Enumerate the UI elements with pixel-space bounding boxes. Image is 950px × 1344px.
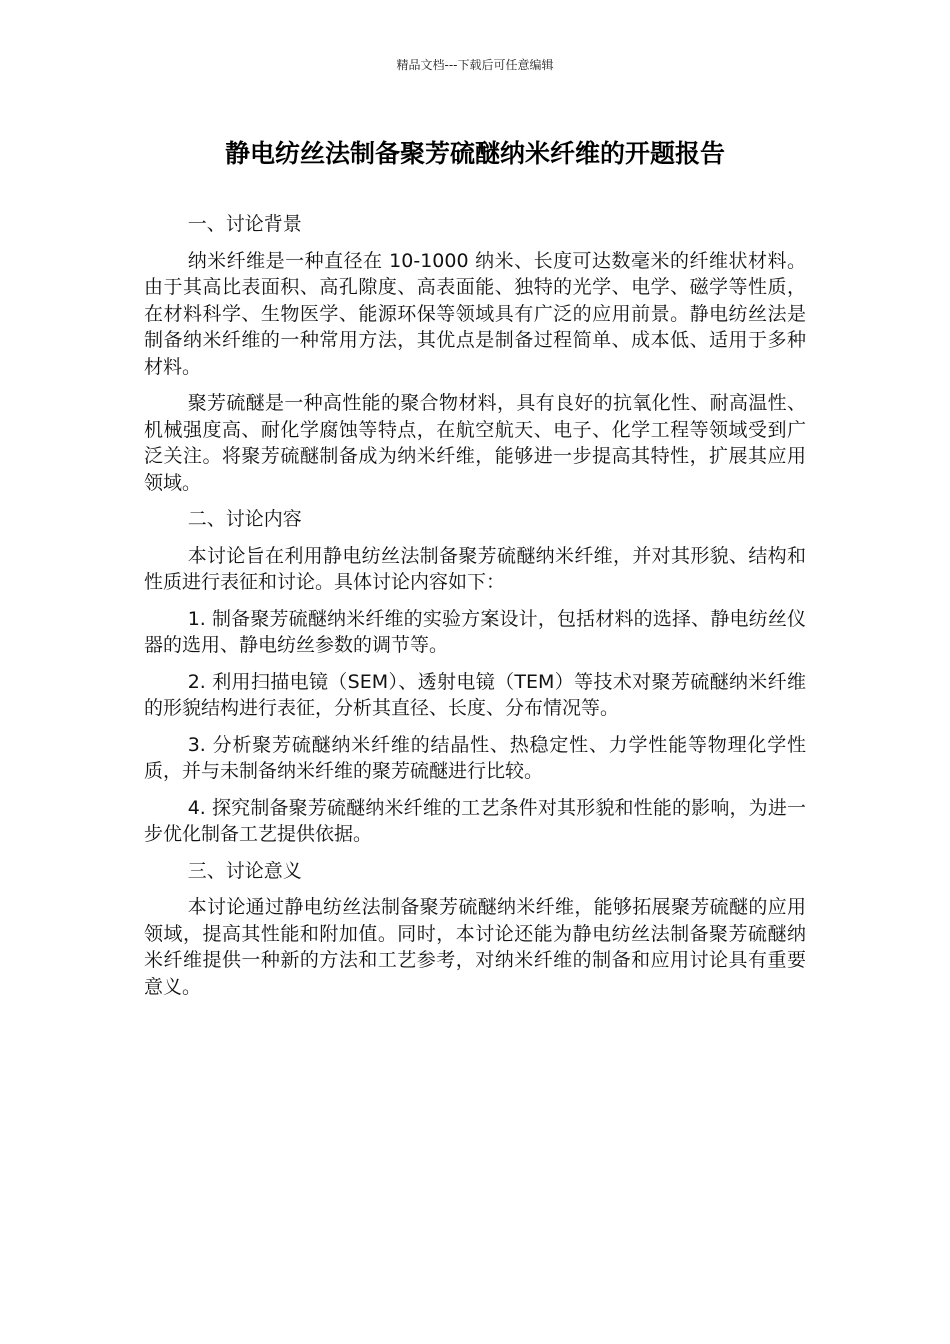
paragraph-polyarylene-sulfide: 聚芳硫醚是一种高性能的聚合物材料，具有良好的抗氧化性、耐高温性、机械强度高、耐化学腐蚀等特点，在航空航天、电子、化学工程等领域受到广泛关注。将聚芳硫醚制备成为纳米纤维，能够进一步提高其特性，扩展其应用领域。 — [144, 392, 806, 494]
document-title: 静电纺丝法制备聚芳硫醚纳米纤维的开题报告 — [224, 139, 725, 168]
paragraph-nanofiber-intro: 纳米纤维是一种直径在 10-1000 纳米、长度可达数毫米的纤维状材料。由于其高比表面积、高孔隙度、高表面能、独特的光学、电学、磁学等性质，在材料科学、生物医学、能源环保等领域具有广泛的应用前景。静电纺丝法是制备纳米纤维的一种常用方法，其优点是制备过程简单、成本低、适用于多种材料。 — [144, 249, 806, 378]
list-item-1: 1. 制备聚芳硫醚纳米纤维的实验方案设计，包括材料的选择、静电纺丝仪器的选用、静电纺丝参数的调节等。 — [144, 607, 806, 656]
section-heading-background: 一、讨论背景 — [187, 213, 302, 235]
document-body — [144, 211, 806, 1010]
section-heading-content: 二、讨论内容 — [187, 508, 302, 530]
section-heading-significance: 三、讨论意义 — [187, 859, 302, 882]
paragraph-significance: 本讨论通过静电纺丝法制备聚芳硫醚纳米纤维，能够拓展聚芳硫醚的应用领域，提高其性能和附加值。同时，本讨论还能为静电纺丝法制备聚芳硫醚纳米纤维提供一种新的方法和工艺参考，对纳米纤维的制备和应用讨论具有重要意义。 — [144, 896, 806, 998]
list-item-3: 3. 分析聚芳硫醚纳米纤维的结晶性、热稳定性、力学性能等物理化学性质，并与未制备纳米纤维的聚芳硫醚进行比较。 — [144, 733, 806, 782]
list-item-2: 2. 利用扫描电镜（SEM）、透射电镜（TEM）等技术对聚芳硫醚纳米纤维的形貌结构进行表征，分析其直径、长度、分布情况等。 — [144, 670, 806, 719]
header-note: 精品文档---下载后可任意编辑 — [396, 58, 554, 72]
list-item-4: 4. 探究制备聚芳硫醚纳米纤维的工艺条件对其形貌和性能的影响，为进一步优化制备工艺提供依据。 — [144, 796, 806, 845]
paragraph-content-intro: 本讨论旨在利用静电纺丝法制备聚芳硫醚纳米纤维，并对其形貌、结构和性质进行表征和讨论。具体讨论内容如下： — [144, 544, 806, 593]
